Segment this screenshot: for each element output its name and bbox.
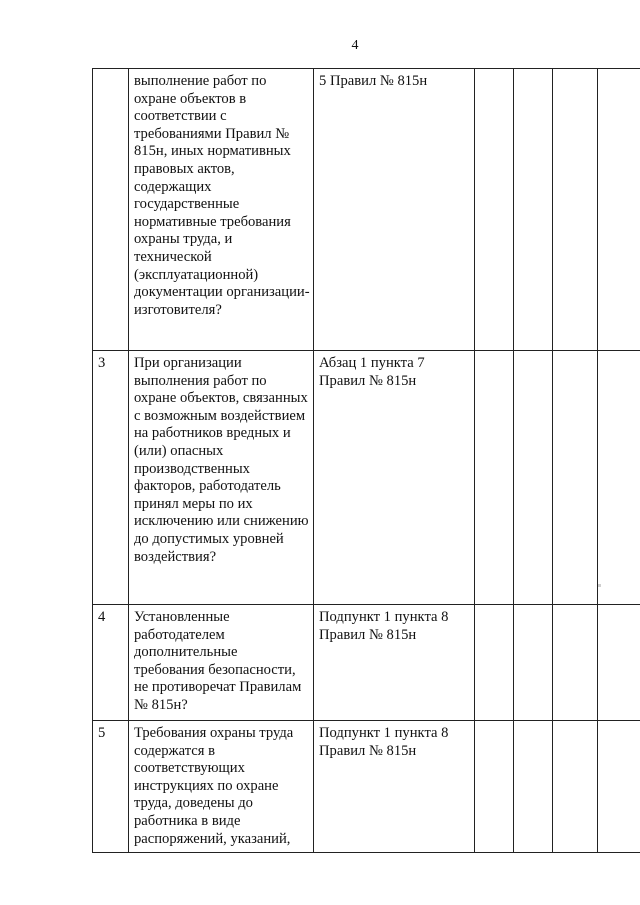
- row-number-cell: 3: [93, 351, 129, 605]
- answer-no-cell: [514, 69, 553, 351]
- checklist-table: [92, 68, 640, 853]
- question-cell: [129, 721, 314, 853]
- answer-no-cell: [514, 605, 553, 721]
- reference-cell: [314, 605, 475, 721]
- table-row: [93, 69, 640, 351]
- table-row: [93, 351, 640, 605]
- answer-na-cell: [553, 69, 598, 351]
- question-cell: [129, 351, 314, 605]
- question-cell: [129, 605, 314, 721]
- notes-cell: [598, 351, 640, 605]
- answer-na-cell: [553, 351, 598, 605]
- reference-cell: [314, 351, 475, 605]
- scan-speck: [598, 584, 601, 587]
- answer-yes-cell: [475, 351, 514, 605]
- question-text: Установленные работодателем дополнительные требования безопасности, не противоречат Правилам № 815н?: [134, 609, 302, 713]
- notes-cell: [598, 721, 640, 853]
- row-number-cell: [93, 69, 129, 351]
- question-text: Требования охраны труда содержатся в соответствующих инструкциях по охране труда, доведены до работника в виде распоряжений, указаний,: [134, 725, 294, 847]
- table-row: [93, 605, 640, 721]
- reference-text: Подпункт 1 пункта 8 Правил № 815н: [319, 609, 449, 643]
- reference-cell: [314, 721, 475, 853]
- question-text: выполнение работ по охране объектов в соответствии с требованиями Правил № 815н, иных нормативных правовых актов, содержащих государственные нормативные требования охраны труда, и технической (эксплуатационной) документации организации-изготовителя?: [134, 73, 310, 318]
- table-row: [93, 721, 640, 853]
- row-number-cell: 5: [93, 721, 129, 853]
- reference-text: 5 Правил № 815н: [319, 73, 428, 89]
- question-cell: [129, 69, 314, 351]
- notes-cell: [598, 605, 640, 721]
- reference-text: Подпункт 1 пункта 8 Правил № 815н: [319, 725, 449, 759]
- question-text: При организации выполнения работ по охране объектов, связанных с возможным воздействием на работников вредных и (или) опасных производственных факторов, работодатель принял меры по их исключению или снижению до допустимых уровней воздействия?: [134, 355, 309, 565]
- answer-yes-cell: [475, 605, 514, 721]
- reference-text: Абзац 1 пункта 7 Правил № 815н: [319, 355, 425, 389]
- answer-yes-cell: [475, 69, 514, 351]
- answer-yes-cell: [475, 721, 514, 853]
- answer-no-cell: [514, 721, 553, 853]
- page-number: 4: [351, 38, 359, 53]
- row-number-cell: 4: [93, 605, 129, 721]
- answer-no-cell: [514, 351, 553, 605]
- notes-cell: [598, 69, 640, 351]
- reference-cell: [314, 69, 475, 351]
- answer-na-cell: [553, 605, 598, 721]
- answer-na-cell: [553, 721, 598, 853]
